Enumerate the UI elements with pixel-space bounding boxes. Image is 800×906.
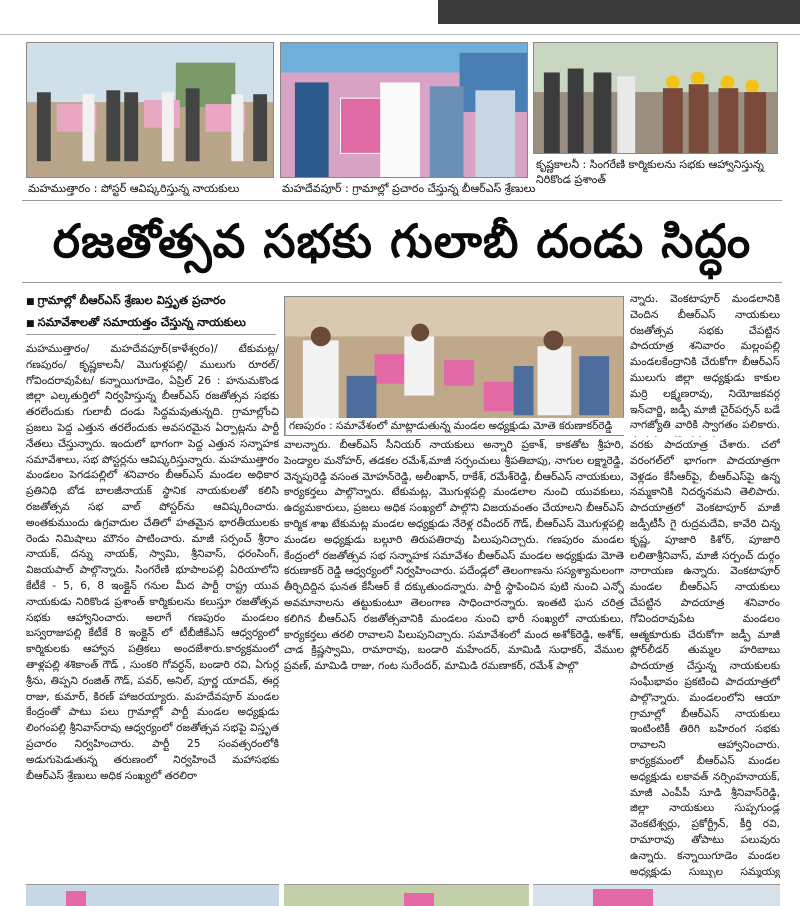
header-dark-block <box>438 0 800 24</box>
photo-mahadevpur <box>280 42 528 178</box>
bullets-rule <box>26 334 276 335</box>
headline: రజతోత్సవ సభకు గులాబీ దండు సిద్ధం <box>52 214 752 268</box>
bottom-photo-center <box>284 884 529 906</box>
caption-photo3 <box>536 157 786 187</box>
caption-photo3-line1: కృష్ణకాలనీ : సింగరేణి కార్మికులను సభకు ఆహ్వానిస్తున్న <box>536 158 764 171</box>
header-rule <box>0 34 800 35</box>
column-1-text: మహముత్తారం/ మహదేవపూర్(కాళేశ్వరం)/ టేకుమట్ల/ గణపురం/ కృష్ణకాలనీ/ మొగుళ్లపల్లి/ ములుగు రూరల్/ గోవిందరావుపేట/ కన్నాయిగూడెం, ఏప్రిల్ 26 : హనుమకొండ జిల్లా ఎల్కతుర్తిలో నిర్వహిస్తున్న బీఆర్ఎస్ రజతోత్సవ సభకు తరలేందుకు గులాబీ దండు సిద్ధమవుతున్నది. గ్రామాల్లోంచి ప్రజలు పెద్ద ఎత్తున తరలేందుకు అవసరమైన ఏర్పాట్లను పార్టీ నేతలు చేస్తున్నారు. ఇందులో భాగంగా పెద్ద ఎత్తున సన్నాహక సమావేశాలు, సభ పోస్టర్లను ఆవిష్కరిస్తున్నారు. మహముత్తారం మండలం పెగడపల్లిలో శనివారం బీఆర్ఎస్ మండల అధికార ప్రతినిధి బోడ బాలజీనాయక్ స్థానిక నాయకులతో కలిసి రజతోత్సవ సభ వాల్ పోస్టర్‌ను ఆవిష్కరించారు. అంతకుముందు ఉగ్రవాదుల చేతిలో హతమైన భారతీయులకు రెండు నిమిషాలు మౌనం పాటించారు. మాజీ సర్పంచ్ శ్రీరాం నాయక్, దన్ను నాయక్, స్వామి, శ్రీనివాస్, ధరంసింగ్, విజయపాల్ పాల్గొన్నారు. సింగరేణి భూపాలపల్లి ఏరియాలోని కేటీకే - 5, 6, 8 ఇంక్లైన్ గనుల మీద పార్టీ రాష్ట్ర యువ నాయకుడు నిరికొండ ప్రశాంత్ కార్మికులను కలుస్తూ రజతోత్సవ సభకు ఆహ్వానించారు. అలాగే గణపురం మండలం బస్వరాజుపల్లి కేటీకే 8 ఇంక్లైన్ లో టీబీజీకేఎస్ ఆధ్వర్యంలో కార్మికులకు ఆహ్వాన పత్రికలు అందజేశారు.కార్యక్రమంలో తాళ్లపల్లి శశికాంత్ గౌడ్ , సుంకరి గోవర్ధన్, బండారి రవి, ఏగుర్ల శ్రీను, తిప్పని రంజిత్ గౌడ్, పవర్, అనిల్, పూర్ణ యాదవ్, ఈర్ల రాజు, కుమార్, కిరణ్ హాజరయ్యారు. మహదేవపూర్ మండల కేంద్రంతో పాటు పలు గ్రామాల్లో పార్టీ మండల అధ్యక్షుడు లింగంపల్లి శ్రీనివాస్‌రావు ఆధ్వర్యంలో రజతోత్సవ సభపై విస్తృత ప్రచారం నిర్వహించారు. పార్టీ 25 సంవత్సరంలోకి అడుగుపెడుతున్న తరుణంలో నిర్వహించే మహాసభకు బీఆర్ఎస్ శ్రేణులు అధిక సంఖ్యలో తరలిరా <box>26 343 279 782</box>
bullet-1: ■ గ్రామాల్లో బీఆర్ఎస్ శ్రేణుల విస్తృత ప్రచారం <box>26 290 281 312</box>
bullet-2: ■ సమావేశాలతో సమాయత్తం చేస్తున్న నాయకులు <box>26 312 281 334</box>
caption-photo4: గణపురం : సమావేశంలో మాట్లాడుతున్న మండల అధ్యక్షుడు మోతె కరుణాకర్‌రెడ్డి <box>286 418 626 435</box>
column-4-text: వరకు పాదయాత్ర చేశారు. చలో వరంగల్‌లో భాగంగా పాదయాత్రగా వెళ్లడం కేసీఆర్‌పై, బీఆర్ఎస్‌పై ఉన్న నమ్మకానికి నిదర్శనమని తెలిపారు. పాదయాత్రలో వెంకటాపూర్ మాజీ జడ్పీటీసీ గై రుద్రమదేవి, కావేరి చిన్న కృష్ణ, పూజారి కిశోర్, పూజారి లలితాశ్రీనివాస్, మాజీ సర్పంచ్ దుర్గం నారాయణ ఉన్నారు. వెంకటాపూర్ మండల బీఆర్ఎస్ నాయకులు చేపట్టిన పాదయాత్ర శనివారం గోవిందరావుపేట మండలం ఆత్మకూరుకు చేరుకోగా జడ్పీ మాజీ ఫ్లోర్‌లీడర్ తుమ్మల హరిబాబు పాదయాత్ర చేస్తున్న నాయకులకు సంఘీభావం ప్రకటించి పాదయాత్రలో పాల్గొన్నారు. మండలంలోని ఆయా గ్రామాల్లో బీఆర్ఎస్ నాయకులు ఇంటింటికీ తిరిగి బహిరంగ సభకు రావాలని ఆహ్వానించారు. కార్యక్రమంలో బీఆర్ఎస్ మండల అధ్యక్షుడు లకావత్ నర్సింహనాయక్, మాజీ ఎంపీపీ సూడి శ్రీనివాస్‌రెడ్డి, జిల్లా నాయకులు సుప్పగుండ్ల వెంకటేశ్వర్లు, ప్రకోర్ట్రీన్, కీర్తి రవి, రామారావు తోపాటు పలువురు ఉన్నారు. కన్నాయిగూడెం మండల అధ్యక్షుడు సుబ్బుల సమ్మయ్య <box>630 439 780 878</box>
column-1 <box>26 342 279 877</box>
photo-mahamuttaram <box>26 42 274 178</box>
page-header-bar <box>0 0 800 26</box>
column-3 <box>630 292 780 437</box>
bottom-photo-right <box>533 884 780 906</box>
headline-top-rule <box>22 200 782 201</box>
headline-bottom-rule <box>22 282 782 283</box>
photo-krishnacolony <box>533 42 778 154</box>
column-3-text: న్నారు. వెంకటాపూర్ మండలానికి చెందిన బీఆర్ఎస్ నాయకులు రజతోత్సవ సభకు చేపట్టిన పాదయాత్ర శనివారం మల్లంపల్లి మండలకేంద్రానికి చేరుకోగా బీఆర్ఎస్ ములుగు జిల్లా అధ్యక్షుడు కాకుల మర్రి లక్ష్మణరావు, నియోజకవర్గ ఇన్‌చార్జి, జడ్పీ మాజీ చైర్‌పర్సన్ బడే నాగజ్యోతి వారికి స్వాగతం పలికారు. <box>630 293 780 432</box>
caption-photo2: మహదేవపూర్ : గ్రామాల్లో ప్రచారం చేస్తున్న బీఆర్ఎస్ శ్రేణులు <box>282 182 536 195</box>
column-2 <box>284 438 624 878</box>
column-4 <box>630 438 780 878</box>
caption-photo1: మహముత్తారం : పోస్టర్ ఆవిష్కరిస్తున్న నాయకులు <box>28 182 240 195</box>
photo-ganapuram <box>284 296 624 436</box>
column-2-text: వాలన్నారు. బీఆర్ఎస్ సీనియర్ నాయకులు అన్నారి ప్రకాశ్, కాకతోట శ్రీహరి, పెండ్యాల మనోహర్, తడకల రమేశ్,మాజీ సర్పంచులు శ్రీపతిబాపు, నాగుల లక్ష్మారెడ్డి, వెన్నపురెడ్డి వసంత మోహన్‌రెడ్డి, అలీంఖాన్, రాకేశ్, రమేశ్‌రెడ్డి, బీఆర్ఎస్ నాయకులు, కార్యకర్తలు పాల్గొన్నారు. టేకుమట్ల, మొగుళ్లపల్లి మండలాల నుంచి యువకులు, ఉద్యమకారులు, ప్రజలు అధిక సంఖ్యలో పాల్గొని విజయవంతం చేయాలని బీఆర్ఎస్ కార్మిక శాఖ టేకుమట్ల మండల అధ్యక్షుడు నేరెళ్ల రవీందర్ గౌడ్, బీఆర్ఎస్ మొగుళ్లపల్లి మండల అధ్యక్షుడు బల్గూరి తిరుపతిరావు పిలుపునిచ్చారు. గణపురం మండల కేంద్రంలో రజతోత్సవ సభ సన్నాహక సమావేశం బీఆర్ఎస్ మండల అధ్యక్షుడు మోతె కరుణాకర్ రెడ్డి ఆధ్వర్యంలో నిర్వహించారు. పదేండ్లలో తెలంగాణను సస్యశ్యామలంగా తీర్చిదిద్దిన ఘనత కేసీఆర్ కే దక్కుతుందన్నారు. పార్టీ స్థాపించిన పుటి నుంచి ఎన్నో అవమానాలను తట్టుకుంటూ తెలంగాణ సాధించారన్నారు. ఇంతటి ఘన చరిత్ర కలిగిన బీఆర్ఎస్ రజతోత్సవానికి మండలం నుంచి భారీ సంఖ్యలో నాయకులు, కార్యకర్తలు తరలి రావాలని పిలుపునిచ్చారు. సమావేశంలో మంద అశోక్‌రెడ్డి, అశోక్, చాడ క్రిష్ణస్వామి, రామారావు, బండారి మహేందర్, మామిడి సుధాకర్, వేముల ప్రవణ్, మామిడి రాజు, గంట సురేందర్, మామిడి రమణాకర్, రమేశ్ పాల్గొ <box>284 439 624 673</box>
caption-photo3-line2: నిరికొండ ప్రశాంత్ <box>536 173 606 186</box>
subheadline-bullets <box>26 290 281 334</box>
bottom-photo-left <box>26 884 279 906</box>
